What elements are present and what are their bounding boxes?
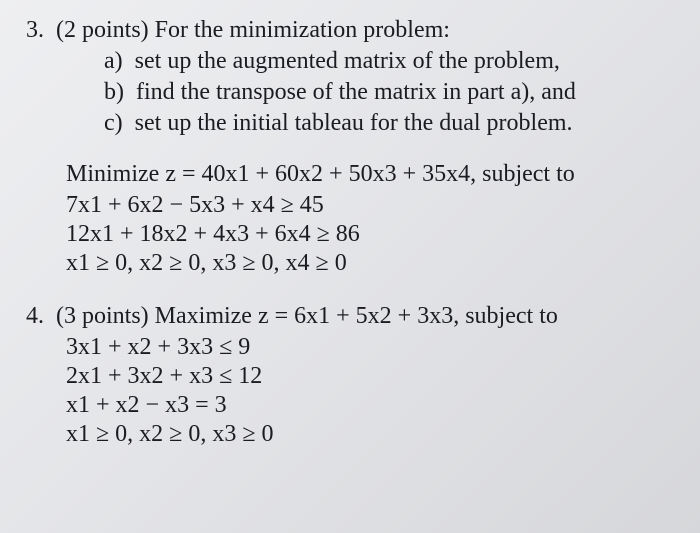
problem-3-part-a xyxy=(104,46,560,77)
problem-3-part-c xyxy=(104,108,573,139)
part-label: c) xyxy=(104,110,123,136)
problem-4-constraint-2: 2x1 + 3x2 + x3 ≤ 12 xyxy=(66,363,263,389)
problem-3-constraint-2: 12x1 + 18x2 + 4x3 + 6x4 ≥ 86 xyxy=(66,221,360,247)
part-text: find the transpose of the matrix in part a), and xyxy=(136,79,576,105)
problem-3-part-b xyxy=(104,77,576,108)
part-label: b) xyxy=(104,79,124,105)
problem-3-number: 3. xyxy=(26,17,44,43)
problem-4-heading: (3 points) Maximize z = 6x1 + 5x2 + 3x3, subject to xyxy=(56,303,558,329)
problem-3-constraint-1: 7x1 + 6x2 − 5x3 + x4 ≥ 45 xyxy=(66,192,324,218)
problem-3-nonnegativity: x1 ≥ 0, x2 ≥ 0, x3 ≥ 0, x4 ≥ 0 xyxy=(66,250,347,276)
problem-4-number: 4. xyxy=(26,303,44,329)
problem-3-objective: Minimize z = 40x1 + 60x2 + 50x3 + 35x4, subject to xyxy=(66,161,575,187)
part-label: a) xyxy=(104,48,123,74)
problem-4-title xyxy=(26,301,558,332)
problem-4-constraint-3: x1 + x2 − x3 = 3 xyxy=(66,392,227,418)
problem-4-constraint-1: 3x1 + x2 + 3x3 ≤ 9 xyxy=(66,334,251,360)
problem-4-nonnegativity: x1 ≥ 0, x2 ≥ 0, x3 ≥ 0 xyxy=(66,421,274,447)
problem-3-heading: (2 points) For the minimization problem: xyxy=(56,17,450,43)
part-text: set up the initial tableau for the dual problem. xyxy=(134,110,573,136)
part-text: set up the augmented matrix of the problem, xyxy=(134,48,560,74)
problem-3-title xyxy=(26,15,450,46)
